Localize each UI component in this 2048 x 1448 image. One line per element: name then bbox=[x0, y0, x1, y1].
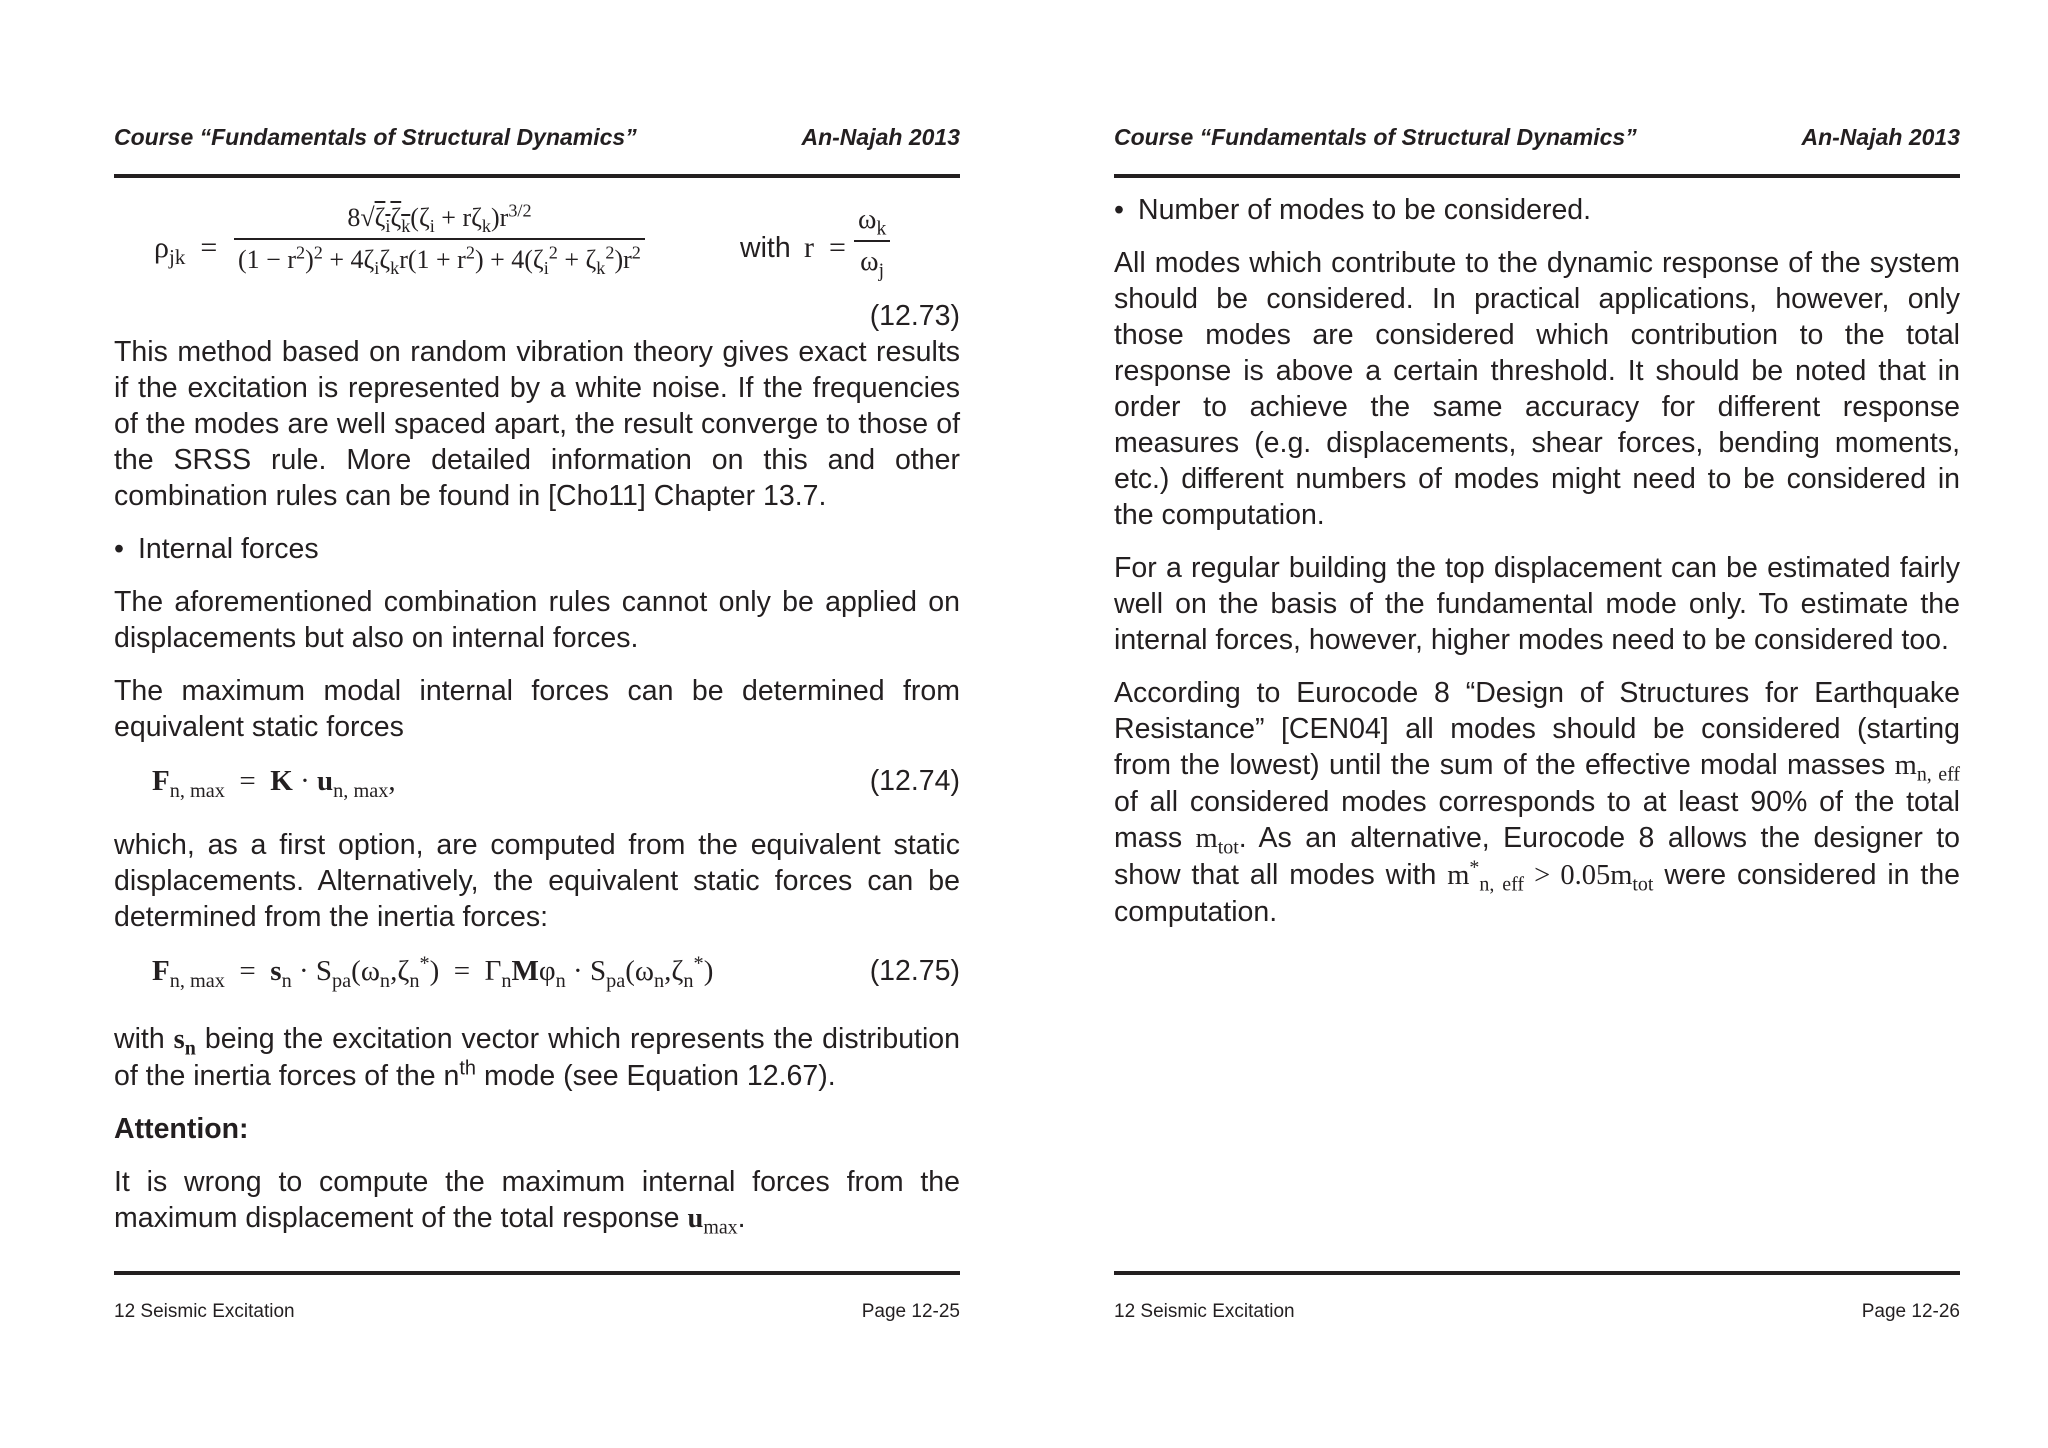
paragraph: The maximum modal internal forces can be determined from equivalent static forces bbox=[114, 675, 960, 743]
footer-chapter: 12 Seismic Excitation bbox=[114, 1301, 295, 1322]
footer-page-number: Page 12-26 bbox=[1861, 1301, 1960, 1322]
equation-12-73: $\rho_{jk}$ = $8√\zeta_i\zeta_k(\zeta_i + r\zeta_k)r^{3/2}$ $(1 - r^2)^2 + 4\zeta_i\zeta_kr(1 + r^2) + 4(\zeta_i^2 + \zeta_k^2)r^2$ with r = $\frac{\omega_k}{\omega_j}$ (12.73) bbox=[154, 200, 960, 332]
header-rule bbox=[1114, 174, 1960, 178]
rho-fraction: $8√\zeta_i\zeta_k(\zeta_i + r\zeta_k)r^{3/2}$ $(1 - r^2)^2 + 4\zeta_i\zeta_kr(1 + r^2) + 4(\zeta_i^2 + \zeta_k^2)r^2$ bbox=[234, 200, 645, 278]
page-header bbox=[1114, 124, 1960, 156]
paragraph: It is wrong to compute the maximum internal forces from the maximum displacement of the total response $u_{max}$. bbox=[114, 1166, 960, 1239]
header-title: Course “Fundamentals of Structural Dynamics” bbox=[114, 124, 637, 150]
page-header bbox=[114, 124, 960, 156]
header-year: An-Najah 2013 bbox=[801, 124, 960, 150]
paragraph: This method based on random vibration theory gives exact results if the excitation is represented by a white noise. If the frequencies of the modes are well spaced apart, the result converge to those of the SRSS rule. More detailed information on this and other combination rules can be found in [Cho11] Chapter 13.7. bbox=[114, 336, 960, 512]
equation-12-75: $F_{n, max} = s_n \cdot S_{pa}(\omega_n,\zeta_n^*) = \Gamma_nM\varphi_n \cdot S_{pa}(\omega_n,\zeta_n^*)$ (12.75) bbox=[152, 952, 960, 992]
header-rule bbox=[114, 174, 960, 178]
paragraph: which, as a first option, are computed from the equivalent static displacements. Alternatively, the equivalent static forces can be determined from the inertia forces: bbox=[114, 829, 960, 933]
equation-number: (12.74) bbox=[869, 765, 960, 797]
paragraph: The aforementioned combination rules cannot only be applied on displacements but also on internal forces. bbox=[114, 586, 960, 654]
list-item: • Number of modes to be considered. bbox=[1114, 194, 1592, 226]
equation-12-74: $F_{n, max} = K \cdot u_{n, max}$, (12.74) bbox=[152, 765, 960, 802]
footer-chapter: 12 Seismic Excitation bbox=[1114, 1301, 1295, 1322]
page-body bbox=[1114, 192, 1960, 947]
header-title: Course “Fundamentals of Structural Dynamics” bbox=[1114, 124, 1637, 150]
right-page bbox=[1114, 0, 1960, 1448]
equation-number: (12.75) bbox=[869, 955, 960, 987]
footer-page-number: Page 12-25 bbox=[861, 1301, 960, 1322]
left-page bbox=[114, 0, 960, 1448]
footer-rule bbox=[1114, 1271, 1960, 1275]
page-body bbox=[114, 200, 960, 1254]
header-year: An-Najah 2013 bbox=[1801, 124, 1960, 150]
attention-heading: Attention: bbox=[114, 1113, 249, 1145]
footer-rule bbox=[114, 1271, 960, 1275]
paragraph: For a regular building the top displacement can be estimated fairly well on the basis of the fundamental mode only. To estimate the internal forces, however, higher modes need to be considered too. bbox=[1114, 552, 1960, 656]
r-fraction: $\frac{\omega_k}{\omega_j}$ bbox=[854, 202, 890, 280]
paragraph: According to Eurocode 8 “Design of Structures for Earthquake Resistance” [CEN04] all modes should be considered (starting from the lowest) until the sum of the effective modal masses $m_{n, eff}$ of all considered modes corresponds to at least 90% of the total mass $m_{tot}$. As an alternative, Eurocode 8 allows the designer to show that all modes with $m^*_{n, eff} > 0.05m_{tot}$ were considered in the computation. bbox=[1114, 677, 1960, 928]
paragraph: with $s_n$ being the excitation vector which represents the distribution of the inertia forces of the $n^{th}$ mode (see Equation 12.67). bbox=[114, 1023, 961, 1092]
equation-number: (12.73) bbox=[869, 300, 960, 332]
paragraph: All modes which contribute to the dynamic response of the system should be considered. In practical applications, however, only those modes are considered which contribution to the total response is above a certain threshold. It should be noted that in order to achieve the same accuracy for different response measures (e.g. displacements, shear forces, bending moments, etc.) different numbers of modes might need to be considered in the computation. bbox=[1114, 247, 1960, 531]
list-item: • Internal forces bbox=[114, 533, 319, 565]
